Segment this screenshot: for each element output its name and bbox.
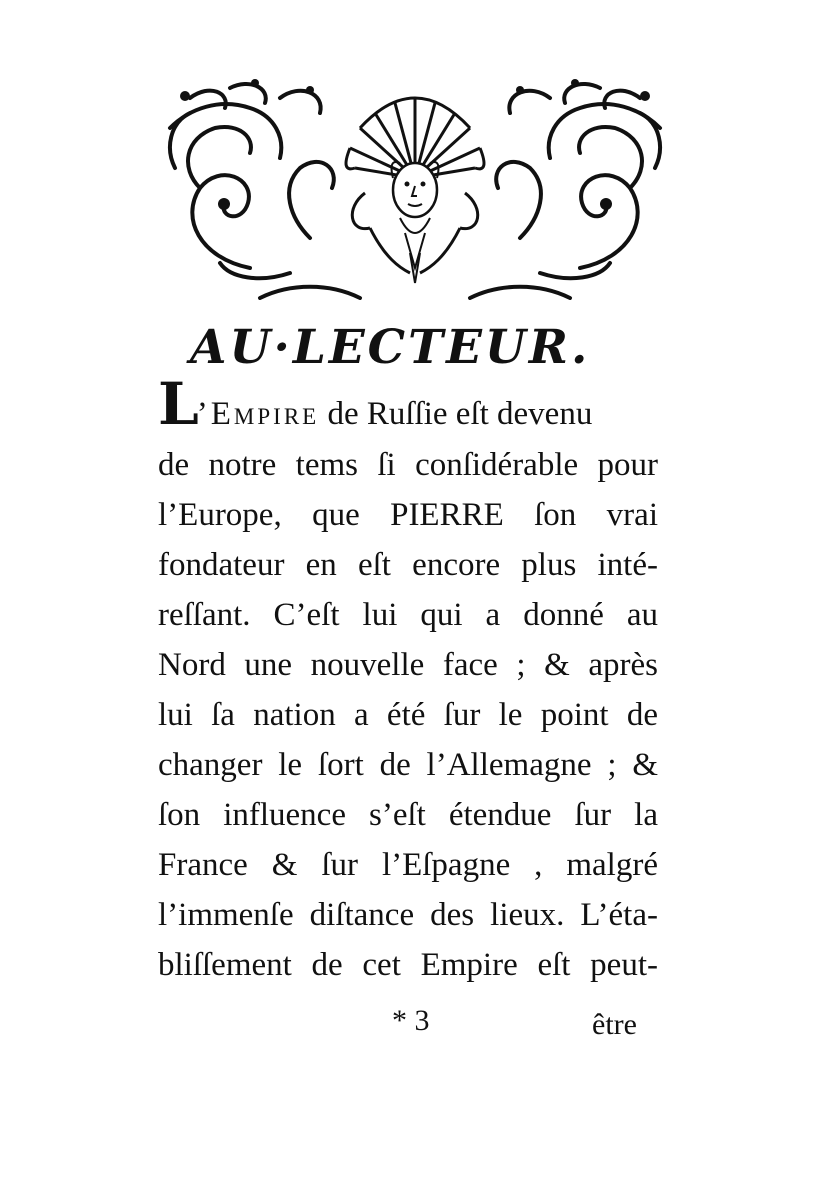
ornamental-headpiece xyxy=(160,68,670,300)
text-line: reſſant. C’eſt lui qui a donné au xyxy=(158,597,658,633)
catchword: être xyxy=(592,1008,637,1041)
text-line: l’Europe, que PIERRE ſon vrai xyxy=(158,497,658,533)
text-line: Nord une nouvelle face ; & après xyxy=(158,647,658,683)
text-line: ſon influence s’eſt étendue ſur la xyxy=(158,797,658,833)
signature-mark: * 3 xyxy=(392,1004,430,1037)
drop-cap: L xyxy=(158,370,199,438)
text-line: changer le ſort de l’Allemagne ; & xyxy=(158,747,658,783)
text-line: fondateur en eſt encore plus inté- xyxy=(158,547,658,583)
page-footer xyxy=(0,1004,840,1048)
text-line: de notre tems ſi conſidérable pour xyxy=(158,447,658,483)
page-title: AU·LECTEUR. xyxy=(190,320,591,375)
first-line-rest: de Ruſſie eſt devenu xyxy=(319,396,593,432)
text-line: France & ſur l’Eſpagne , malgré xyxy=(158,847,658,883)
text-line: bliſſement de cet Empire eſt peut- xyxy=(158,947,658,983)
text-line: l’immenſe diſtance des lieux. L’éta- xyxy=(158,897,658,933)
text-line: lui ſa nation a été ſur le point de xyxy=(158,697,658,733)
body-paragraph xyxy=(158,370,658,990)
first-word: ’Empire xyxy=(196,396,320,432)
first-line xyxy=(158,370,658,440)
